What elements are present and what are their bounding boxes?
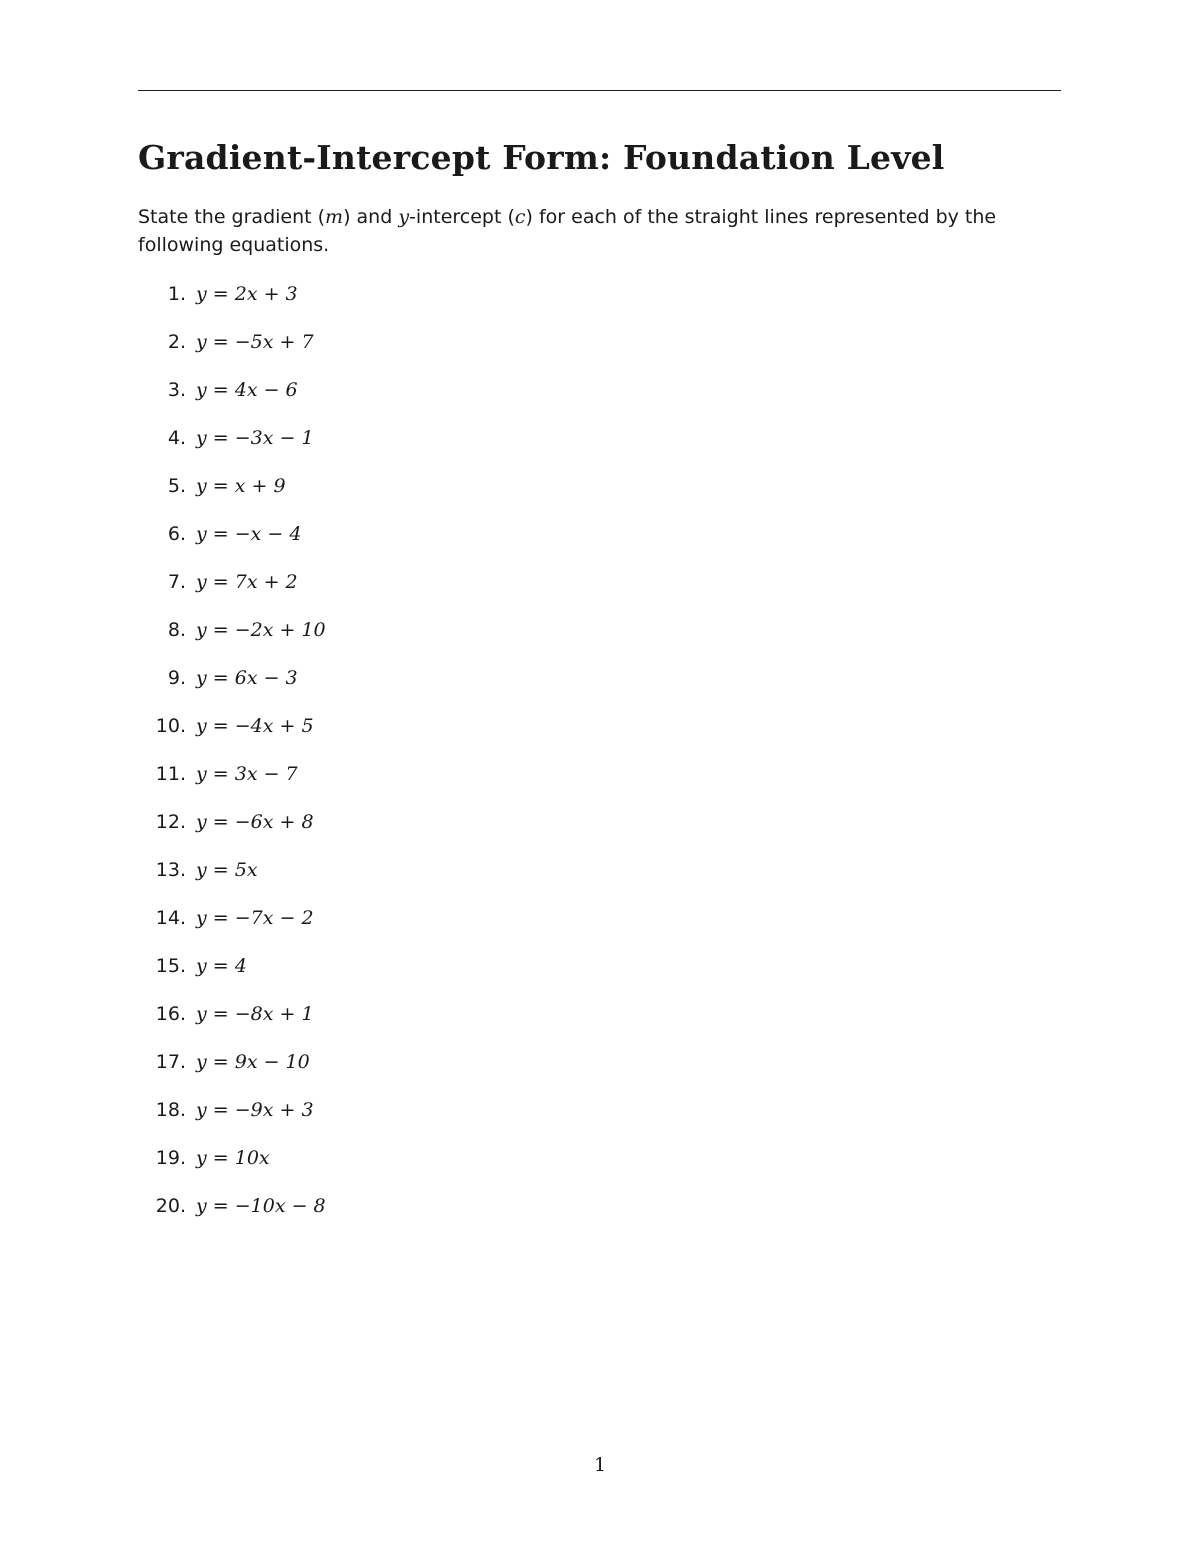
problem-number: 4. xyxy=(167,427,186,449)
problem-item xyxy=(138,664,326,712)
problem-equation: y = −5x + 7 xyxy=(196,331,314,353)
problem-number: 14. xyxy=(155,907,186,929)
problem-equation: y = 4x − 6 xyxy=(196,379,298,401)
problem-number: 20. xyxy=(155,1195,186,1217)
problem-equation: y = −x − 4 xyxy=(196,523,302,545)
problem-item xyxy=(138,904,326,952)
problem-item xyxy=(138,568,326,616)
problem-item xyxy=(138,616,326,664)
problem-number: 6. xyxy=(167,523,186,545)
problem-equation: y = 10x xyxy=(196,1147,270,1169)
problem-list xyxy=(138,280,326,1240)
problem-number: 16. xyxy=(155,1003,186,1025)
problem-number: 1. xyxy=(167,283,186,305)
problem-number: 12. xyxy=(155,811,186,833)
problem-equation: y = −7x − 2 xyxy=(196,907,314,929)
problem-number: 17. xyxy=(155,1051,186,1073)
problem-equation: y = 7x + 2 xyxy=(196,571,298,593)
instructions-text: State the gradient ( xyxy=(138,206,326,228)
problem-number: 2. xyxy=(167,331,186,353)
problem-number: 8. xyxy=(167,619,186,641)
problem-number: 19. xyxy=(155,1147,186,1169)
problem-item xyxy=(138,712,326,760)
problem-item xyxy=(138,328,326,376)
problem-equation: y = −9x + 3 xyxy=(196,1099,314,1121)
problem-item xyxy=(138,1000,326,1048)
problem-number: 7. xyxy=(167,571,186,593)
problem-equation: y = −2x + 10 xyxy=(196,619,326,641)
header-rule xyxy=(138,90,1061,91)
problem-item xyxy=(138,424,326,472)
problem-number: 13. xyxy=(155,859,186,881)
y-symbol: y xyxy=(398,206,410,228)
page-number: 1 xyxy=(593,1454,607,1476)
instructions-text: -intercept ( xyxy=(409,206,515,228)
problem-equation: y = −10x − 8 xyxy=(196,1195,326,1217)
problem-equation: y = −6x + 8 xyxy=(196,811,314,833)
problem-item xyxy=(138,1144,326,1192)
problem-item xyxy=(138,808,326,856)
gradient-symbol: m xyxy=(325,206,344,228)
page-title: Gradient-Intercept Form: Foundation Level xyxy=(138,138,945,177)
problem-equation: y = −8x + 1 xyxy=(196,1003,314,1025)
problem-item xyxy=(138,1096,326,1144)
problem-equation: y = 5x xyxy=(196,859,258,881)
instructions-text: ) and xyxy=(343,206,399,228)
problem-item xyxy=(138,952,326,1000)
problem-equation: y = x + 9 xyxy=(196,475,286,497)
problem-number: 3. xyxy=(167,379,186,401)
problem-equation: y = −3x − 1 xyxy=(196,427,314,449)
instructions xyxy=(138,203,1061,259)
problem-equation: y = 9x − 10 xyxy=(196,1051,310,1073)
problem-item xyxy=(138,760,326,808)
problem-item xyxy=(138,1048,326,1096)
problem-item xyxy=(138,856,326,904)
problem-equation: y = 2x + 3 xyxy=(196,283,298,305)
instructions-text: ) for each of the straight lines represented by the following equations. xyxy=(138,206,997,256)
problem-number: 5. xyxy=(167,475,186,497)
problem-equation: y = −4x + 5 xyxy=(196,715,314,737)
problem-number: 18. xyxy=(155,1099,186,1121)
problem-item xyxy=(138,1192,326,1240)
problem-number: 15. xyxy=(155,955,186,977)
problem-equation: y = 4 xyxy=(196,955,247,977)
problem-item xyxy=(138,376,326,424)
problem-equation: y = 3x − 7 xyxy=(196,763,298,785)
problem-number: 10. xyxy=(155,715,186,737)
problem-number: 9. xyxy=(167,667,186,689)
problem-item xyxy=(138,280,326,328)
problem-equation: y = 6x − 3 xyxy=(196,667,298,689)
intercept-symbol: c xyxy=(514,206,526,228)
problem-item xyxy=(138,472,326,520)
problem-item xyxy=(138,520,326,568)
problem-number: 11. xyxy=(155,763,186,785)
